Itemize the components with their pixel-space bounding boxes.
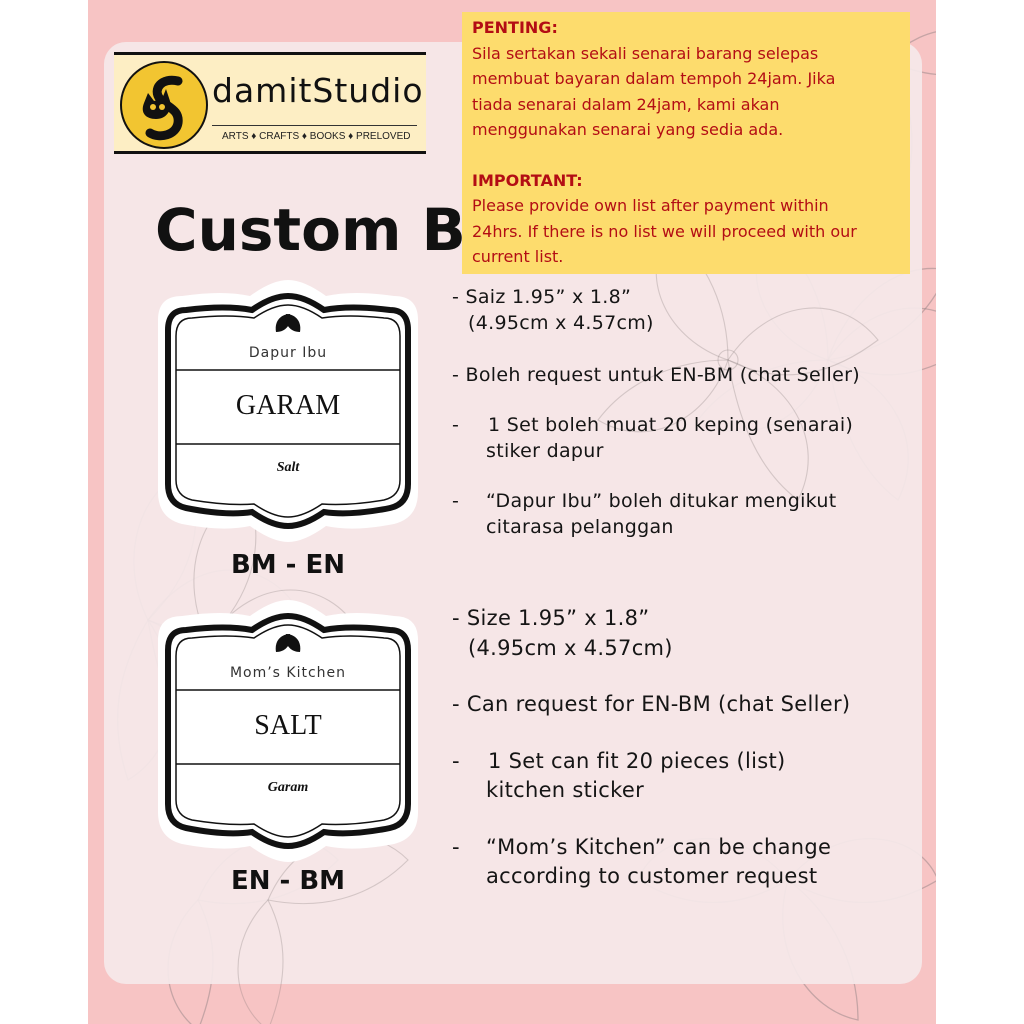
- spec-line: - Boleh request untuk EN-BM (chat Seller): [452, 364, 860, 386]
- spec-line: “Mom’s Kitchen” can be change: [486, 835, 832, 859]
- important-line: current list.: [472, 247, 564, 266]
- spec-dash: -: [452, 490, 460, 512]
- sticker-sub: Garam: [267, 780, 309, 795]
- sticker-caption: BM - EN: [230, 550, 346, 580]
- sticker-main: SALT: [254, 710, 322, 741]
- notice-box: [462, 12, 910, 274]
- sticker-header: Dapur Ibu: [248, 345, 328, 361]
- spec-line: 1 Set can fit 20 pieces (list): [488, 749, 786, 773]
- penting-heading: PENTING:: [472, 18, 558, 37]
- penting-line: tiada senarai dalam 24jam, kami akan: [472, 94, 780, 114]
- sticker-en-bm: [148, 600, 428, 862]
- spec-line: (4.95cm x 4.57cm): [468, 312, 654, 334]
- spec-line: kitchen sticker: [486, 778, 645, 802]
- white-margin: [936, 0, 1024, 1024]
- page-title: Custom B: [155, 196, 466, 264]
- important-line: Please provide own list after payment within: [472, 196, 829, 215]
- logo-divider: [212, 125, 417, 126]
- spec-line: 1 Set boleh muat 20 keping (senarai): [488, 414, 854, 436]
- spec-dash: -: [452, 835, 460, 859]
- sticker-header: Mom’s Kitchen: [229, 665, 347, 681]
- penting-line: Sila sertakan sekali senarai barang selepas: [472, 43, 819, 63]
- penting-line: menggunakan senarai yang sedia ada.: [472, 120, 784, 139]
- spec-line: - Can request for EN-BM (chat Seller): [452, 692, 851, 716]
- important-heading: IMPORTANT:: [472, 170, 583, 190]
- sticker-sub: Salt: [276, 460, 300, 475]
- brand-logo: [114, 52, 426, 154]
- spec-dash: -: [452, 414, 460, 436]
- spec-line: (4.95cm x 4.57cm): [468, 636, 673, 660]
- sticker-caption: EN - BM: [230, 866, 346, 896]
- brand-tagline: ARTS ♦ CRAFTS ♦ BOOKS ♦ PRELOVED: [222, 131, 411, 142]
- brand-name: damitStudio: [212, 71, 424, 110]
- sticker-bm-en: [148, 280, 428, 542]
- spec-line: according to customer request: [486, 864, 818, 888]
- important-line: 24hrs. If there is no list we will proceed with our: [472, 221, 857, 241]
- spec-line: stiker dapur: [486, 440, 604, 462]
- penting-line: membuat bayaran dalam tempoh 24jam. Jika: [472, 69, 836, 88]
- spec-line: “Dapur Ibu” boleh ditukar mengikut: [486, 490, 837, 512]
- spec-line: - Saiz 1.95” x 1.8”: [452, 286, 632, 308]
- sticker-main: GARAM: [235, 390, 341, 421]
- spec-line: - Size 1.95” x 1.8”: [452, 606, 650, 630]
- spec-dash: -: [452, 749, 460, 773]
- spec-line: citarasa pelanggan: [486, 516, 674, 538]
- cat-logo-icon: [120, 61, 208, 149]
